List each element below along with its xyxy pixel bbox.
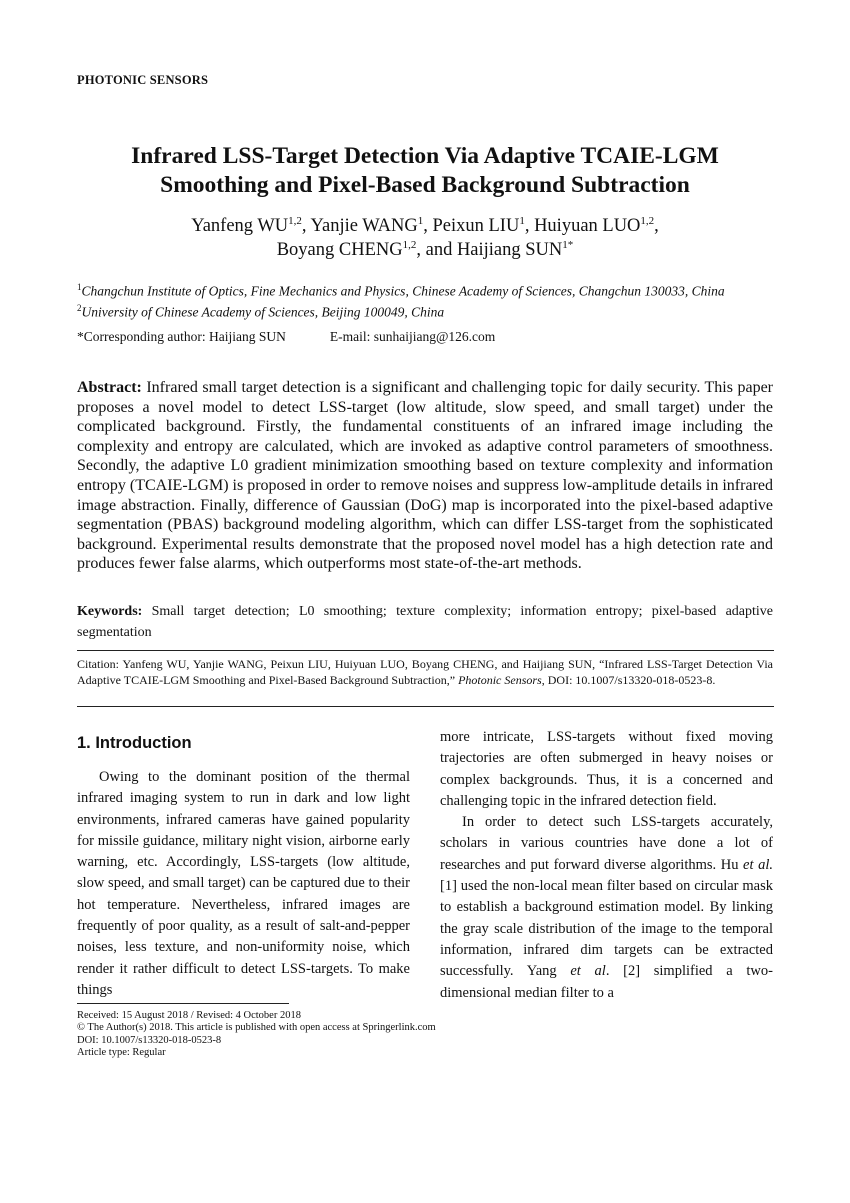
- author-affiliation-mark: 1,2: [640, 214, 655, 227]
- left-column: [77, 767, 410, 1001]
- right-column: [440, 727, 773, 1004]
- divider: [77, 650, 774, 651]
- citation: [77, 657, 773, 688]
- author-list: [60, 214, 790, 262]
- article-type: Article type: Regular: [77, 1047, 166, 1059]
- corresponding-email: E-mail: sunhaijiang@126.com: [329, 329, 496, 344]
- citation-journal: Photonic Sensors: [458, 672, 542, 687]
- paragraph: Owing to the dominant position of the thermal infrared imaging system to run in dark and low light environments, infrared cameras have gained popularity for missile guidance, military night vision, airborne early warning, etc. Accordingly, LSS-targets (low altitude, slow speed, and small target) can be captured due to their hot temperature. Nevertheless, infrared images are frequently of poor quality, as a result of salt-and-pepper noises, less texture, and non-uniformity noise, which render it rather difficult to detect LSS-targets. To make things: [77, 769, 410, 998]
- affiliation-mark: 1: [77, 282, 82, 292]
- et-al: et al.: [743, 856, 773, 873]
- keywords-text: Small target detection; L0 smoothing; texture complexity; information entropy; pixel-based adaptive segmentation: [77, 604, 773, 640]
- journal-name: PHOTONIC SENSORS: [77, 73, 209, 87]
- affiliation-1: [77, 282, 725, 300]
- divider: [77, 706, 774, 707]
- author-line-1: [60, 214, 790, 238]
- corresponding-author: [77, 329, 495, 345]
- paragraph-text: [1] used the non-local mean filter based on circular mask to establish a background estimation model. By linking the gray scale distribution of the image to the temporal information, infrared dim targets can be extracted successfully. Yang: [440, 878, 773, 980]
- author-name: , Huiyuan LUO: [524, 216, 641, 236]
- affiliation-text: University of Chinese Academy of Sciences, Beijing 100049, China: [81, 304, 445, 320]
- author-name: Yanfeng WU: [191, 216, 289, 236]
- title-line-1: Infrared LSS-Target Detection Via Adaptive TCAIE-LGM: [131, 143, 719, 169]
- affiliation-mark: 2: [77, 303, 82, 313]
- author-affiliation-mark: 1*: [562, 238, 574, 251]
- author-name: Boyang CHENG: [276, 240, 403, 260]
- author-name: , Peixun LIU: [423, 216, 520, 236]
- keywords: [77, 602, 773, 643]
- keywords-label: Keywords:: [77, 604, 143, 619]
- author-affiliation-mark: 1: [519, 214, 525, 227]
- affiliation-text: Changchun Institute of Optics, Fine Mechanics and Physics, Chinese Academy of Sciences, Changchun 130033, China: [81, 283, 725, 299]
- corresponding-author-name: *Corresponding author: Haijiang SUN: [77, 329, 286, 344]
- author-separator: ,: [654, 216, 659, 236]
- abstract-text: Infrared small target detection is a significant and challenging topic for daily security. This paper proposes a novel model to detect LSS-target (low altitude, slow speed, and small target) under the complicated background. Firstly, the fundamental constituents of an infrared image including the complexity and entropy are calculated, which are invoked as adaptive control parameters of smoothness. Secondly, the adaptive L0 gradient minimization smoothing based on texture complexity and information entropy (TCAIE-LGM) is proposed in order to remove noises and suppress low-amplitude details in infrared image abstraction. Finally, difference of Gaussian (DoG) map is incorporated into the pixel-based adaptive segmentation (PBAS) background modeling algorithm, which can differ LSS-target from the sophisticated background. Experimental results demonstrate that the proposed novel model has a high detection rate and produces fewer false alarms, which outperforms most state-of-the-art methods.: [77, 379, 773, 573]
- paragraph: [440, 812, 773, 1004]
- paragraph: more intricate, LSS-targets without fixed moving trajectories are often submerged in heavy noises or complex backgrounds. Thus, it is a concerned and challenging topic in the infrared detection field.: [440, 729, 773, 809]
- copyright-notice: © The Author(s) 2018. This article is published with open access at Springerlink.com: [77, 1022, 436, 1034]
- author-name: , Yanjie WANG: [301, 216, 418, 236]
- citation-text: Citation: Yanfeng WU, Yanjie WANG, Peixun LIU, Huiyuan LUO, Boyang CHENG, and Haijiang SUN, “Infrared LSS-Target Detection Via Adaptive TCAIE-LGM Smoothing and Pixel-Based Background Subtraction,”: [77, 657, 773, 687]
- title-line-2: Smoothing and Pixel-Based Background Subtraction: [160, 172, 690, 198]
- doi: DOI: 10.1007/s13320-018-0523-8: [77, 1034, 222, 1046]
- et-al: et al: [570, 963, 606, 980]
- author-line-2: [60, 238, 790, 262]
- author-affiliation-mark: 1,2: [288, 214, 302, 227]
- section-heading: 1. Introduction: [77, 734, 192, 752]
- affiliation-2: [77, 303, 444, 321]
- author-name: , and Haijiang SUN: [416, 240, 563, 260]
- footnotes: [77, 1010, 436, 1060]
- paper-title: [60, 142, 790, 200]
- author-affiliation-mark: 1: [417, 214, 424, 227]
- abstract: [77, 378, 773, 574]
- author-affiliation-mark: 1,2: [402, 238, 417, 251]
- citation-doi: , DOI: 10.1007/s13320-018-0523-8.: [541, 672, 716, 687]
- abstract-label: Abstract:: [77, 379, 142, 396]
- footnote-divider: [77, 1003, 289, 1004]
- received-dates: Received: 15 August 2018 / Revised: 4 October 2018: [77, 1010, 301, 1021]
- paragraph-text: In order to detect such LSS-targets accurately, scholars in various countries have done a lot of researches and put forward diverse algorithms. Hu: [440, 814, 773, 873]
- paragraph-text: . [2] simplified a two-dimensional median filter to a: [440, 963, 773, 1001]
